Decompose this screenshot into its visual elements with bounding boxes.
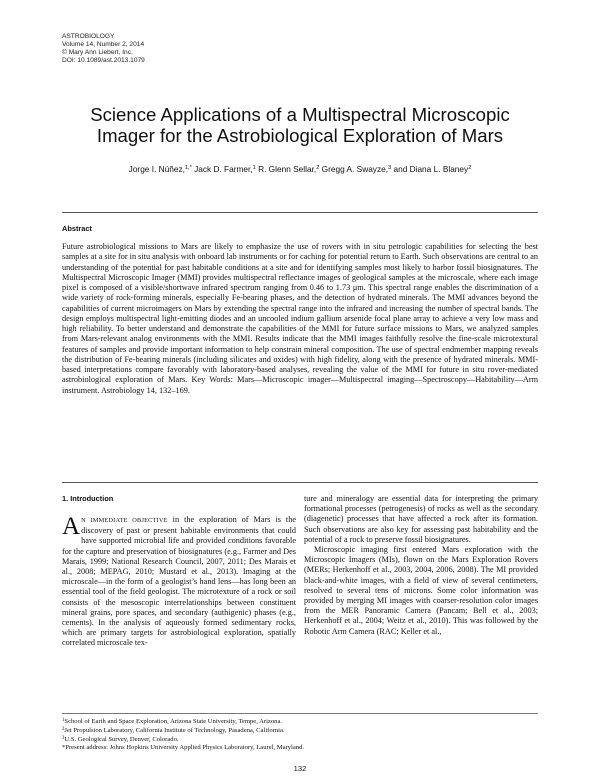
footnote (62, 726, 304, 735)
footnote (62, 717, 304, 726)
drop-cap: A (62, 513, 81, 540)
footnote (62, 744, 304, 752)
author-list (40, 164, 560, 174)
right-column (304, 494, 538, 637)
intro-left-text: in the exploration of Mars is the discovery of past or present habitable environments that could have supported microbial life and provided conditions favorable for the capture and preservation of biosignatures (e.g., Farmer and Des Marais, 1999; National Research Council, 2007, 2011; Des Marais et al., 2008; MEPAG, 2010; Mustard et al., 2013). Imaging at the microscale—in the form of a geologist’s hand lens—has long been an essential tool of the field geologist. The microtexture of a rock or soil consists of the mesoscopic interrelationships between constituent mineral grains, pore spaces, and secondary (authigenic) phases (e.g., cements). In the analysis of aqueously formed sedimentary rocks, which are primary targets for astrobiological exploration, spatially correlated microscale tex- (62, 515, 296, 648)
intro-right-paragraph-2: Microscopic imaging first entered Mars exploration with the Microscopic Imagers (MIs), flown on the Mars Exploration Rovers (MERs; Herkenhoff et al., 2003, 2004, 2006, 2008). The MI provided black-and-white images, with a field of view of several centimeters, resolved to several tens of microns. Some color information was provided by merging MI images with coarser-resolution color images from the MER Panoramic Camera (Pancam; Bell et al., 2003; Herkenhoff et al., 2004; Weitz et al., 2010). This was followed by the Robotic Arm Camera (RAC; Keller et al., (304, 545, 538, 636)
footnotes (62, 717, 304, 752)
author-name: and Diana L. Blaney (391, 164, 469, 174)
copyright-line: © Mary Ann Liebert, Inc. (62, 49, 133, 57)
affiliation-mark: 1,* (184, 165, 192, 171)
introduction-heading: 1. Introduction (62, 494, 114, 503)
abstract-heading: Abstract (62, 224, 92, 233)
intro-paragraph-1 (62, 515, 296, 649)
doi-line: DOI: 10.1089/ast.2013.1079 (62, 57, 145, 65)
affiliation-mark: 2 (468, 165, 472, 171)
paper-title (40, 104, 560, 146)
page-number: 132 (293, 764, 307, 773)
journal-header (62, 33, 145, 65)
author-name: Jack D. Farmer, (191, 164, 253, 174)
journal-name: ASTROBIOLOGY (62, 33, 115, 40)
abstract-top-rule (62, 212, 538, 213)
abstract-body: Future astrobiological missions to Mars are likely to emphasize the use of rovers with in situ petrologic capabilities for selecting the best samples at a site for in situ analysis with onboard lab instruments or for caching for potential return to Earth. Such observations are central to an understanding of the potential for past habitable conditions at a site and for identifying samples most likely to harbor fossil biosignatures. The Multispectral Microscopic Imager (MMI) provides multispectral reflectance images of geological samples at the microscale, where each image pixel is composed of a visible/shortwave infrared spectrum ranging from 0.46 to 1.73 μm. This spectral range enables the discrimination of a wide variety of rock-forming minerals, especially Fe-bearing phases, and the detection of hydrated minerals. The MMI advances beyond the capabilities of current microimagers on Mars by extending the spectral range into the infrared and increasing the number of spectral bands. The design employs multispectral light-emitting diodes and an uncooled indium gallium arsenide focal plane array to achieve a very low mass and high reliability. To better understand and demonstrate the capabilities of the MMI for future surface missions to Mars, we analyzed samples from Mars-relevant analog environments with the MMI. Results indicate that the MMI images faithfully resolve the fine-scale microtextural features of samples and provide important information to help constrain mineral composition. The use of spectral endmember mapping reveals the distribution of Fe-bearing minerals (including silicates and oxides) with high fidelity, along with the presence of hydrated minerals. MMI-based interpretations compare favorably with laboratory-based analyses, revealing the value of the MMI for future in situ rover-mediated astrobiological exploration of Mars. Key Words: Mars—Microscopic imager—Multispectral imaging—Spectroscopy—Habitability—Arm instrument. Astrobiology 14, 132–169. (62, 242, 538, 395)
footnote-text: Jet Propulsion Laboratory, California Institute of Technology, Pasadena, California. (64, 727, 285, 735)
footnote-mark: * (62, 744, 66, 752)
footnote-text: Present address: Johns Hopkins University Applied Physics Laboratory, Laurel, Maryland. (65, 744, 305, 752)
left-column (62, 515, 296, 649)
abstract-bottom-rule (62, 482, 538, 483)
footnote-mark: 1 (62, 718, 65, 723)
author-name: R. Glenn Sellar, (255, 164, 317, 174)
footnote-text: School of Earth and Space Exploration, Arizona State University, Tempe, Arizona. (64, 718, 283, 725)
footnote-text: U.S. Geological Survey, Denver, Colorado. (64, 736, 179, 744)
footnote-mark: 2 (62, 727, 65, 733)
title-line-2: Imager for the Astrobiological Exploration of Mars (96, 125, 504, 146)
footnote-mark: 3 (62, 736, 65, 742)
footnote-rule (62, 713, 538, 714)
footnote (62, 735, 304, 744)
journal-volume: Volume 14, Number 2, 2014 (62, 41, 145, 49)
affiliation-mark: 2 (316, 165, 320, 171)
author-name: Gregg A. Swayze, (319, 164, 389, 174)
intro-right-paragraph-1: ture and mineralogy are essential data for interpreting the primary formational processes (petrogenesis) of rocks as well as the secondary (diagenetic) processes that have affected a rock after its formation. Such observations are also key for assessing past habitability and the potential of a rock to preserve fossil biosignatures. (304, 494, 538, 544)
small-caps-lead: N IMMEDIATE OBJECTIVE (81, 517, 168, 524)
author-name: Jorge I. Núñez, (128, 164, 185, 174)
affiliation-mark: 3 (388, 165, 392, 171)
title-line-1: Science Applications of a Multispectral Microscopic (90, 104, 510, 125)
affiliation-mark: 1 (252, 165, 256, 171)
